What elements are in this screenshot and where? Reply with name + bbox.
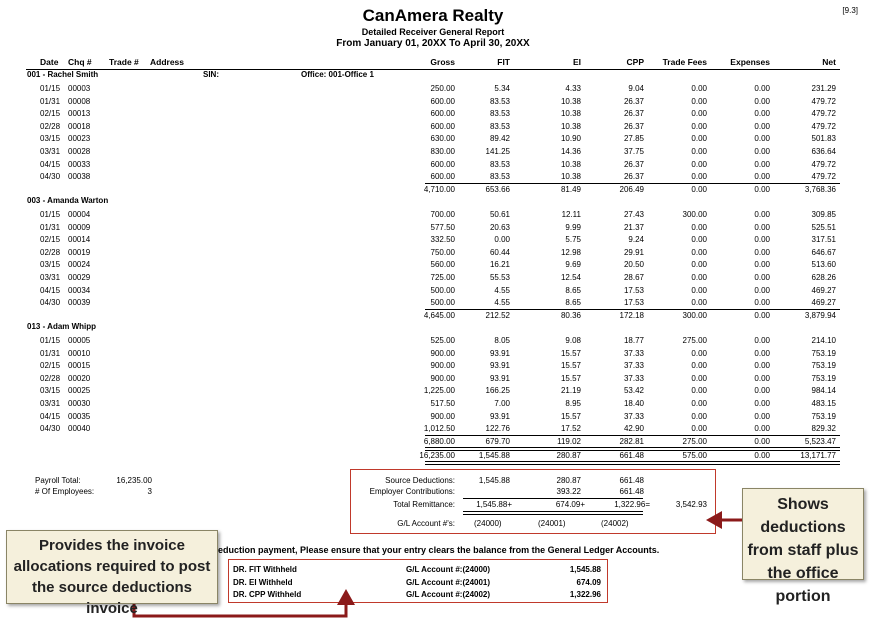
row-gross: 700.00 <box>430 210 455 219</box>
subtotal-net: 3,768.36 <box>804 184 836 194</box>
row-cpp: 27.85 <box>623 134 644 144</box>
row-ei: 14.36 <box>560 147 581 156</box>
row-trade-fees: 0.00 <box>691 386 707 396</box>
subtotal-gross: 4,645.00 <box>423 310 455 320</box>
row-fit: 93.91 <box>489 373 510 383</box>
row-net: 753.19 <box>811 411 836 421</box>
row-trade-fees: 275.00 <box>682 336 707 345</box>
row-gross: 600.00 <box>430 96 455 106</box>
row-date: 04/15 <box>40 159 61 169</box>
employee-name: 003 - Amanda Warton <box>27 196 109 205</box>
row-ei: 10.90 <box>560 134 581 144</box>
row-expenses: 0.00 <box>754 222 770 232</box>
subtotal-ei: 119.02 <box>557 436 581 446</box>
row-expenses: 0.00 <box>754 411 770 421</box>
arrow-left-head <box>337 589 355 605</box>
row-fit: 93.91 <box>489 361 510 371</box>
total-remittance-label: Total Remittance: <box>393 500 455 509</box>
row-ei: 12.54 <box>560 273 581 282</box>
row-date: 04/15 <box>40 411 61 421</box>
employee-name: 013 - Adam Whipp <box>27 322 97 331</box>
row-cheque: 00028 <box>68 147 91 156</box>
row-fit: 20.63 <box>489 222 510 232</box>
employer-ei: 393.22 <box>556 487 581 496</box>
col-cpp: CPP <box>626 57 644 67</box>
gl-accounts-label: G/L Account #'s: <box>397 519 455 528</box>
row-cpp: 26.37 <box>623 159 644 169</box>
row-net: 479.72 <box>811 96 836 106</box>
col-fit: FIT <box>497 57 510 67</box>
row-date: 01/15 <box>40 84 61 93</box>
row-ei: 10.38 <box>560 172 581 182</box>
journal-amount: 1,545.88 <box>569 565 601 574</box>
subtotal-cpp: 206.49 <box>619 184 644 194</box>
row-trade-fees: 0.00 <box>691 172 707 182</box>
gl-account-ei: (24001) <box>538 519 566 528</box>
row-date: 04/30 <box>40 298 61 308</box>
row-net: 317.51 <box>811 235 836 245</box>
row-cpp: 28.67 <box>623 273 644 282</box>
row-net: 309.85 <box>811 210 836 219</box>
subtotal-fit: 679.70 <box>485 436 510 446</box>
row-fit: 0.00 <box>494 235 510 245</box>
row-trade-fees: 0.00 <box>691 147 707 156</box>
row-cheque: 00015 <box>68 361 91 371</box>
row-expenses: 0.00 <box>754 121 770 131</box>
row-ei: 8.65 <box>565 285 581 295</box>
row-ei: 12.11 <box>561 210 581 219</box>
grand-total-ei: 280.87 <box>556 451 581 460</box>
subtotal-trade-fees: 0.00 <box>691 184 707 194</box>
row-expenses: 0.00 <box>754 134 770 144</box>
company-name: CanAmera Realty <box>362 6 504 25</box>
row-ei: 10.38 <box>560 159 581 169</box>
row-cpp: 27.43 <box>623 210 644 219</box>
row-ei: 15.57 <box>560 361 581 371</box>
row-ei: 15.57 <box>560 348 581 358</box>
row-fit: 83.53 <box>489 172 510 182</box>
row-expenses: 0.00 <box>754 285 770 295</box>
employees-count-label: # Of Employees: <box>35 487 95 496</box>
col-chq: Chq # <box>68 57 92 67</box>
row-net: 479.72 <box>811 172 836 182</box>
journal-debit: DR. FIT Withheld <box>233 565 297 574</box>
row-ei: 8.95 <box>565 399 581 408</box>
row-date: 03/31 <box>40 273 61 282</box>
row-expenses: 0.00 <box>754 298 770 308</box>
row-gross: 250.00 <box>430 84 455 93</box>
row-net: 483.15 <box>811 399 836 408</box>
row-date: 04/15 <box>40 285 61 295</box>
row-cheque: 00004 <box>68 210 91 219</box>
row-net: 636.64 <box>811 147 836 156</box>
row-trade-fees: 0.00 <box>691 121 707 131</box>
col-expenses: Expenses <box>730 57 770 67</box>
row-cpp: 26.37 <box>623 96 644 106</box>
source-ei: 280.87 <box>556 476 581 485</box>
row-cpp: 18.77 <box>623 336 644 345</box>
row-expenses: 0.00 <box>754 109 770 119</box>
instruction-note: eduction payment, Please ensure that your entry clears the balance from the General Ledger Accounts. <box>218 545 660 555</box>
row-ei: 9.99 <box>565 222 581 232</box>
row-gross: 830.00 <box>430 147 455 156</box>
subtotal-trade-fees: 300.00 <box>682 310 707 320</box>
row-fit: 83.53 <box>489 96 510 106</box>
subtotal-net: 3,879.94 <box>804 310 836 320</box>
source-deductions-label: Source Deductions: <box>385 476 455 485</box>
row-ei: 10.38 <box>560 96 581 106</box>
row-trade-fees: 0.00 <box>691 159 707 169</box>
journal-debit: DR. CPP Withheld <box>233 590 302 599</box>
row-cpp: 37.33 <box>623 411 644 421</box>
row-cheque: 00005 <box>68 336 91 345</box>
row-gross: 525.00 <box>430 336 455 345</box>
row-cheque: 00039 <box>68 298 91 308</box>
row-gross: 332.50 <box>430 235 455 245</box>
report-period: From January 01, 20XX To April 30, 20XX <box>336 38 530 49</box>
row-cheque: 00003 <box>68 84 91 93</box>
row-date: 04/30 <box>40 424 61 434</box>
payroll-total-label: Payroll Total: <box>35 476 81 485</box>
row-cpp: 26.37 <box>623 121 644 131</box>
row-cheque: 00024 <box>68 260 91 270</box>
row-net: 513.60 <box>811 260 836 270</box>
row-cheque: 00019 <box>68 247 91 257</box>
row-expenses: 0.00 <box>754 235 770 245</box>
row-ei: 9.08 <box>565 336 581 345</box>
row-gross: 600.00 <box>430 172 455 182</box>
employer-cpp: 661.48 <box>619 487 644 496</box>
journal-debit: DR. EI Withheld <box>233 577 293 587</box>
row-cpp: 42.90 <box>623 424 644 434</box>
row-date: 01/31 <box>40 348 61 358</box>
callout-invoice: Provides the invoice allocations required to post the source deductions invoice <box>6 530 218 604</box>
subtotal-expenses: 0.00 <box>754 310 770 320</box>
employees-count-value: 3 <box>147 487 152 496</box>
row-date: 01/15 <box>40 336 61 345</box>
total-fit: 1,545.88+ <box>476 500 512 509</box>
row-gross: 577.50 <box>430 222 455 232</box>
row-net: 753.19 <box>811 348 836 358</box>
row-net: 479.72 <box>811 159 836 169</box>
row-gross: 900.00 <box>430 373 455 383</box>
row-trade-fees: 0.00 <box>691 222 707 232</box>
row-cpp: 26.37 <box>623 172 644 182</box>
journal-account: G/L Account #:(24002) <box>406 590 491 599</box>
row-gross: 500.00 <box>430 298 455 308</box>
row-cheque: 00020 <box>68 373 91 383</box>
employer-contributions-label: Employer Contributions: <box>369 487 455 496</box>
row-gross: 500.00 <box>430 285 455 295</box>
subtotal-gross: 6,880.00 <box>423 436 455 446</box>
row-expenses: 0.00 <box>754 159 770 169</box>
row-fit: 8.05 <box>494 336 510 345</box>
row-gross: 600.00 <box>430 159 455 169</box>
journal-account: G/L Account #:(24001) <box>406 577 491 587</box>
row-trade-fees: 0.00 <box>691 399 707 408</box>
row-ei: 9.69 <box>565 260 581 270</box>
row-net: 479.72 <box>811 121 836 131</box>
row-gross: 750.00 <box>430 247 455 257</box>
row-cheque: 00009 <box>68 222 91 232</box>
gl-account-cpp: (24002) <box>601 519 629 528</box>
grand-total-trade-fees: 575.00 <box>682 451 707 460</box>
row-ei: 4.33 <box>565 84 581 93</box>
row-gross: 1,225.00 <box>423 386 455 396</box>
journal-amount: 1,322.96 <box>569 590 601 599</box>
row-expenses: 0.00 <box>754 386 770 396</box>
subtotal-gross: 4,710.00 <box>423 184 455 194</box>
subtotal-ei: 80.36 <box>560 310 581 320</box>
row-ei: 15.57 <box>560 411 581 421</box>
journal-amount: 674.09 <box>576 577 601 587</box>
row-trade-fees: 0.00 <box>691 96 707 106</box>
row-ei: 10.38 <box>560 121 581 131</box>
row-net: 525.51 <box>811 222 836 232</box>
row-cpp: 20.50 <box>623 260 644 270</box>
row-cheque: 00029 <box>68 273 91 282</box>
gl-account-fit: (24000) <box>474 519 502 528</box>
row-net: 984.14 <box>811 386 836 396</box>
row-cpp: 17.53 <box>623 285 644 295</box>
row-trade-fees: 0.00 <box>691 134 707 144</box>
row-date: 03/15 <box>40 386 61 396</box>
row-gross: 600.00 <box>430 121 455 131</box>
row-expenses: 0.00 <box>754 96 770 106</box>
row-trade-fees: 0.00 <box>691 348 707 358</box>
row-cpp: 26.37 <box>623 109 644 119</box>
row-cheque: 00010 <box>68 348 91 358</box>
page-reference: [9.3] <box>842 6 858 15</box>
row-cheque: 00038 <box>68 172 91 182</box>
row-gross: 560.00 <box>430 260 455 270</box>
subtotal-cpp: 282.81 <box>619 436 644 446</box>
row-net: 829.32 <box>811 424 836 434</box>
row-cpp: 17.53 <box>623 298 644 308</box>
row-fit: 141.25 <box>485 147 510 156</box>
row-gross: 1,012.50 <box>423 424 455 434</box>
source-cpp: 661.48 <box>619 476 644 485</box>
row-expenses: 0.00 <box>754 172 770 182</box>
col-date: Date <box>40 57 59 67</box>
row-net: 501.83 <box>811 134 836 144</box>
row-expenses: 0.00 <box>754 247 770 257</box>
row-fit: 4.55 <box>494 298 510 308</box>
row-date: 03/31 <box>40 399 61 408</box>
employee-name: 001 - Rachel Smith <box>27 70 99 79</box>
row-gross: 900.00 <box>430 361 455 371</box>
row-date: 01/31 <box>40 222 61 232</box>
row-trade-fees: 0.00 <box>691 298 707 308</box>
row-net: 231.29 <box>811 84 836 93</box>
journal-account: G/L Account #:(24000) <box>406 565 491 574</box>
row-gross: 900.00 <box>430 348 455 358</box>
grand-total-expenses: 0.00 <box>754 451 770 460</box>
row-cheque: 00014 <box>68 235 91 245</box>
grand-total-gross: 16,235.00 <box>419 451 455 460</box>
row-trade-fees: 300.00 <box>682 210 707 219</box>
row-expenses: 0.00 <box>754 399 770 408</box>
row-date: 03/15 <box>40 260 61 270</box>
row-date: 02/28 <box>40 121 61 131</box>
payroll-total-value: 16,235.00 <box>116 476 152 485</box>
row-cheque: 00008 <box>68 96 91 106</box>
col-ei: EI <box>572 57 581 67</box>
row-fit: 83.53 <box>489 109 510 119</box>
total-cpp: 1,322.96= <box>614 500 650 509</box>
row-ei: 12.98 <box>560 247 581 257</box>
row-date: 03/31 <box>40 147 61 156</box>
row-expenses: 0.00 <box>754 424 770 434</box>
row-trade-fees: 0.00 <box>691 373 707 383</box>
row-cpp: 37.33 <box>623 373 644 383</box>
row-gross: 600.00 <box>430 109 455 119</box>
row-fit: 122.76 <box>485 424 510 434</box>
subtotal-expenses: 0.00 <box>754 436 770 446</box>
row-ei: 5.75 <box>565 235 581 245</box>
row-expenses: 0.00 <box>754 336 770 345</box>
row-ei: 8.65 <box>565 298 581 308</box>
row-fit: 83.53 <box>489 159 510 169</box>
grand-total-net: 13,171.77 <box>800 451 836 460</box>
row-cpp: 37.75 <box>623 147 644 156</box>
row-fit: 16.21 <box>489 260 510 270</box>
row-date: 02/28 <box>40 247 61 257</box>
row-trade-fees: 0.00 <box>691 109 707 119</box>
row-expenses: 0.00 <box>754 361 770 371</box>
row-net: 753.19 <box>811 361 836 371</box>
row-net: 646.67 <box>811 247 836 257</box>
row-trade-fees: 0.00 <box>691 361 707 371</box>
row-date: 02/15 <box>40 109 61 119</box>
col-address: Address <box>150 57 185 67</box>
arrow-right-head <box>706 511 722 529</box>
row-trade-fees: 0.00 <box>691 84 707 93</box>
row-cheque: 00034 <box>68 285 91 295</box>
row-net: 469.27 <box>811 285 836 295</box>
row-date: 02/15 <box>40 361 61 371</box>
col-trade: Trade # <box>109 57 139 67</box>
row-fit: 83.53 <box>489 121 510 131</box>
row-date: 01/15 <box>40 210 61 219</box>
row-cpp: 37.33 <box>623 361 644 371</box>
row-fit: 4.55 <box>494 285 510 295</box>
row-date: 02/28 <box>40 373 61 383</box>
grand-total-fit: 1,545.88 <box>478 451 510 460</box>
row-trade-fees: 0.00 <box>691 235 707 245</box>
row-gross: 630.00 <box>430 134 455 144</box>
report-title: Detailed Receiver General Report <box>361 27 505 37</box>
row-net: 479.72 <box>811 109 836 119</box>
row-cpp: 9.24 <box>628 235 644 245</box>
subtotal-expenses: 0.00 <box>754 184 770 194</box>
row-net: 628.26 <box>811 273 836 282</box>
row-cheque: 00013 <box>68 109 91 119</box>
row-ei: 21.19 <box>560 386 581 396</box>
row-gross: 900.00 <box>430 411 455 421</box>
col-trade-fees: Trade Fees <box>662 57 707 67</box>
subtotal-ei: 81.49 <box>560 184 581 194</box>
row-cheque: 00025 <box>68 386 91 396</box>
row-cpp: 37.33 <box>623 348 644 358</box>
row-trade-fees: 0.00 <box>691 424 707 434</box>
row-cheque: 00030 <box>68 399 91 408</box>
row-trade-fees: 0.00 <box>691 273 707 282</box>
row-cheque: 00035 <box>68 411 91 421</box>
row-cheque: 00018 <box>68 121 91 131</box>
row-date: 01/31 <box>40 96 61 106</box>
row-fit: 60.44 <box>489 247 510 257</box>
row-cpp: 21.37 <box>623 222 644 232</box>
row-expenses: 0.00 <box>754 373 770 383</box>
row-trade-fees: 0.00 <box>691 260 707 270</box>
row-cpp: 18.40 <box>623 399 644 408</box>
row-fit: 50.61 <box>489 210 510 219</box>
row-trade-fees: 0.00 <box>691 285 707 295</box>
row-fit: 5.34 <box>494 84 510 93</box>
row-fit: 55.53 <box>489 273 510 282</box>
office-label: Office: 001-Office 1 <box>301 70 374 79</box>
col-net: Net <box>822 57 836 67</box>
row-cpp: 9.04 <box>628 84 644 93</box>
row-expenses: 0.00 <box>754 273 770 282</box>
row-expenses: 0.00 <box>754 348 770 358</box>
row-date: 03/15 <box>40 134 61 144</box>
row-fit: 166.25 <box>485 386 510 396</box>
sin-label: SIN: <box>203 70 219 79</box>
row-net: 469.27 <box>811 298 836 308</box>
total-remittance-sum: 3,542.93 <box>675 500 707 509</box>
row-gross: 725.00 <box>430 273 455 282</box>
row-cheque: 00040 <box>68 424 91 434</box>
row-cheque: 00023 <box>68 134 91 144</box>
grand-total-cpp: 661.48 <box>619 451 644 460</box>
row-cpp: 53.42 <box>623 386 644 396</box>
row-fit: 93.91 <box>489 411 510 421</box>
row-expenses: 0.00 <box>754 260 770 270</box>
row-fit: 7.00 <box>494 399 510 408</box>
subtotal-trade-fees: 275.00 <box>682 436 707 446</box>
row-net: 214.10 <box>811 336 836 345</box>
row-date: 02/15 <box>40 235 61 245</box>
row-fit: 89.42 <box>489 134 510 144</box>
row-expenses: 0.00 <box>754 147 770 156</box>
callout-deductions: Shows deductions from staff plus the office portion <box>742 488 864 580</box>
row-date: 04/30 <box>40 172 61 182</box>
row-net: 753.19 <box>811 373 836 383</box>
row-gross: 517.50 <box>430 399 455 408</box>
row-trade-fees: 0.00 <box>691 247 707 257</box>
subtotal-fit: 212.52 <box>485 310 510 320</box>
row-expenses: 0.00 <box>754 84 770 93</box>
subtotal-cpp: 172.18 <box>619 310 644 320</box>
row-ei: 10.38 <box>560 109 581 119</box>
row-trade-fees: 0.00 <box>691 411 707 421</box>
col-gross: Gross <box>430 57 455 67</box>
row-fit: 93.91 <box>489 348 510 358</box>
subtotal-net: 5,523.47 <box>804 436 836 446</box>
row-cpp: 29.91 <box>623 247 644 257</box>
row-cheque: 00033 <box>68 159 91 169</box>
row-ei: 17.52 <box>560 424 581 434</box>
row-expenses: 0.00 <box>754 210 770 219</box>
subtotal-fit: 653.66 <box>485 184 510 194</box>
total-ei: 674.09+ <box>555 500 585 509</box>
source-fit: 1,545.88 <box>478 476 510 485</box>
row-ei: 15.57 <box>560 373 581 383</box>
